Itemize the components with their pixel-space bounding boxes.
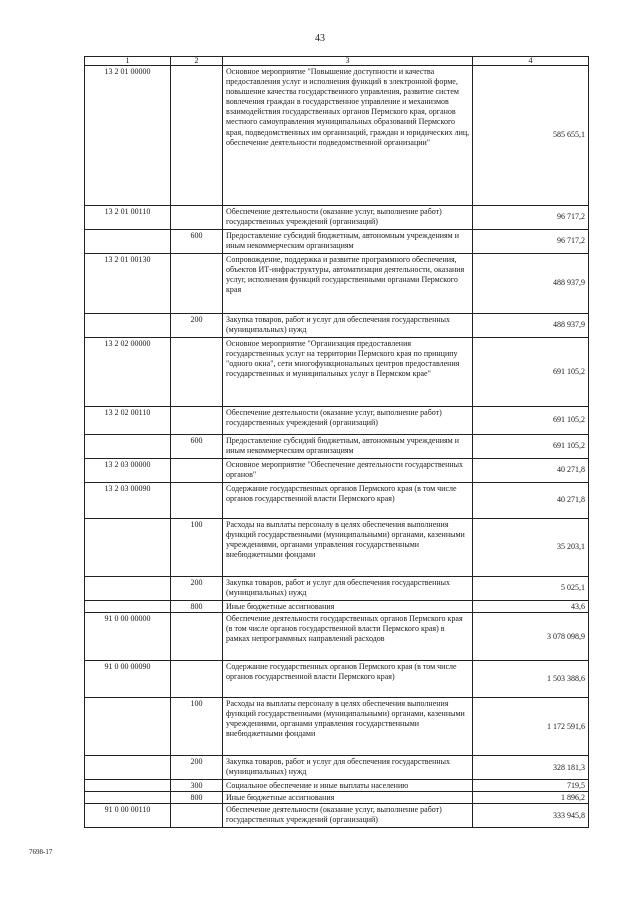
row-name: Основное мероприятие "Организация предоставления государственных услуг на территории Пермского края по принципу "одного окна", сети многофункциональных центров предоставления государственных и муниципальных услуг в Пермском крае" (223, 338, 473, 407)
document-footer-code: 7698-17 (29, 848, 53, 856)
column-header: 2 (171, 57, 223, 66)
row-expense-type: 100 (171, 698, 223, 756)
row-name: Обеспечение деятельности (оказание услуг, выполнение работ) государственных учреждений (организаций) (223, 804, 473, 828)
row-sum: 1 896,2 (473, 792, 589, 804)
row-code: 91 0 00 00090 (85, 661, 171, 698)
row-sum: 691 105,2 (473, 407, 589, 435)
table-row (85, 314, 589, 338)
row-code (85, 435, 171, 459)
column-header: 1 (85, 57, 171, 66)
row-sum: 1 503 388,6 (473, 661, 589, 698)
row-expense-type (171, 459, 223, 483)
row-expense-type (171, 206, 223, 230)
row-expense-type (171, 407, 223, 435)
row-name: Содержание государственных органов Пермского края (в том числе органов государственной власти Пермского края) (223, 483, 473, 519)
row-sum: 3 078 098,9 (473, 613, 589, 661)
row-expense-type: 300 (171, 780, 223, 792)
row-code: 91 0 00 00000 (85, 613, 171, 661)
row-expense-type (171, 613, 223, 661)
row-sum: 40 271,8 (473, 459, 589, 483)
row-expense-type (171, 804, 223, 828)
row-name: Обеспечение деятельности (оказание услуг, выполнение работ) государственных учреждений (организаций) (223, 407, 473, 435)
row-sum: 585 655,1 (473, 66, 589, 206)
row-code (85, 230, 171, 254)
row-sum: 40 271,8 (473, 483, 589, 519)
row-sum: 691 105,2 (473, 338, 589, 407)
row-name: Закупка товаров, работ и услуг для обеспечения государственных (муниципальных) нужд (223, 756, 473, 780)
row-expense-type (171, 661, 223, 698)
row-expense-type: 200 (171, 577, 223, 601)
table-row (85, 66, 589, 206)
row-expense-type (171, 483, 223, 519)
table-row (85, 407, 589, 435)
table-row (85, 756, 589, 780)
row-name: Расходы на выплаты персоналу в целях обеспечения выполнения функций государственными (муниципальными) органами, казенными учреждениями, органами управления государственными внебюджетными фондами (223, 698, 473, 756)
table-row (85, 613, 589, 661)
row-name: Сопровождение, поддержка и развитие программного обеспечения, объектов ИТ-инфраструктуры, автоматизация деятельности, оказания услуг, исполнения функций государственными органами Пермского края (223, 254, 473, 314)
table-row (85, 254, 589, 314)
table-row (85, 459, 589, 483)
row-expense-type: 200 (171, 756, 223, 780)
table-row (85, 577, 589, 601)
row-expense-type (171, 254, 223, 314)
row-code: 91 0 00 00110 (85, 804, 171, 828)
table-row (85, 483, 589, 519)
row-name: Основное мероприятие "Обеспечение деятельности государственных органов" (223, 459, 473, 483)
row-expense-type: 100 (171, 519, 223, 577)
row-expense-type: 600 (171, 435, 223, 459)
row-code (85, 780, 171, 792)
row-name: Содержание государственных органов Пермского края (в том числе органов государственной власти Пермского края) (223, 661, 473, 698)
row-code (85, 698, 171, 756)
table-row (85, 519, 589, 577)
table-row (85, 780, 589, 792)
row-sum: 96 717,2 (473, 206, 589, 230)
row-code (85, 792, 171, 804)
table-row (85, 206, 589, 230)
table-row (85, 435, 589, 459)
table-row (85, 804, 589, 828)
row-sum: 5 025,1 (473, 577, 589, 601)
row-sum: 691 105,2 (473, 435, 589, 459)
row-name: Основное мероприятие "Повышение доступности и качества предоставления услуг и исполнения функций в электронной форме, повышение качества государственного управления, развитие систем вовлечения граждан в государственное управление и механизмов взаимодействия государственных органов Пермского края, органов местного самоуправления муниципальных образований Пермского края, подведомственных им организаций, граждан и юридических лиц, обеспечение деятельности подведомственной организации" (223, 66, 473, 206)
row-expense-type: 800 (171, 792, 223, 804)
row-name: Обеспечение деятельности (оказание услуг, выполнение работ) государственных учреждений (организаций) (223, 206, 473, 230)
row-sum: 488 937,9 (473, 254, 589, 314)
row-sum: 35 203,1 (473, 519, 589, 577)
row-code: 13 2 01 00110 (85, 206, 171, 230)
budget-table (84, 56, 589, 828)
row-name: Закупка товаров, работ и услуг для обеспечения государственных (муниципальных) нужд (223, 577, 473, 601)
table-row (85, 230, 589, 254)
row-name: Иные бюджетные ассигнования (223, 601, 473, 613)
row-name: Обеспечение деятельности государственных органов Пермского края (в том числе органов государственной власти Пермского края) в рамках непрограммных направлений расходов (223, 613, 473, 661)
row-code: 13 2 02 00110 (85, 407, 171, 435)
row-sum: 96 717,2 (473, 230, 589, 254)
row-name: Расходы на выплаты персоналу в целях обеспечения выполнения функций государственными (муниципальными) органами, казенными учреждениями, органами управления государственными внебюджетными фондами (223, 519, 473, 577)
row-name: Социальное обеспечение и иные выплаты населению (223, 780, 473, 792)
row-code: 13 2 01 00000 (85, 66, 171, 206)
table-row (85, 792, 589, 804)
column-header: 4 (473, 57, 589, 66)
row-code: 13 2 01 00130 (85, 254, 171, 314)
row-code (85, 756, 171, 780)
row-code: 13 2 03 00000 (85, 459, 171, 483)
row-name: Закупка товаров, работ и услуг для обеспечения государственных (муниципальных) нужд (223, 314, 473, 338)
table-header-row (85, 57, 589, 66)
row-sum: 333 945,8 (473, 804, 589, 828)
row-expense-type: 800 (171, 601, 223, 613)
row-code: 13 2 02 00000 (85, 338, 171, 407)
row-expense-type: 600 (171, 230, 223, 254)
table-row (85, 338, 589, 407)
page-number: 43 (315, 33, 325, 44)
table-row (85, 698, 589, 756)
table-row (85, 601, 589, 613)
row-sum: 43,6 (473, 601, 589, 613)
row-sum: 1 172 591,6 (473, 698, 589, 756)
row-code (85, 314, 171, 338)
table-row (85, 661, 589, 698)
row-code: 13 2 03 00090 (85, 483, 171, 519)
row-code (85, 577, 171, 601)
row-sum: 328 181,3 (473, 756, 589, 780)
column-header: 3 (223, 57, 473, 66)
row-name: Предоставление субсидий бюджетным, автономным учреждениям и иным некоммерческим организациям (223, 230, 473, 254)
row-code (85, 519, 171, 577)
row-expense-type: 200 (171, 314, 223, 338)
row-name: Предоставление субсидий бюджетным, автономным учреждениям и иным некоммерческим организациям (223, 435, 473, 459)
row-name: Иные бюджетные ассигнования (223, 792, 473, 804)
row-expense-type (171, 338, 223, 407)
row-expense-type (171, 66, 223, 206)
row-sum: 488 937,9 (473, 314, 589, 338)
row-code (85, 601, 171, 613)
row-sum: 719,5 (473, 780, 589, 792)
